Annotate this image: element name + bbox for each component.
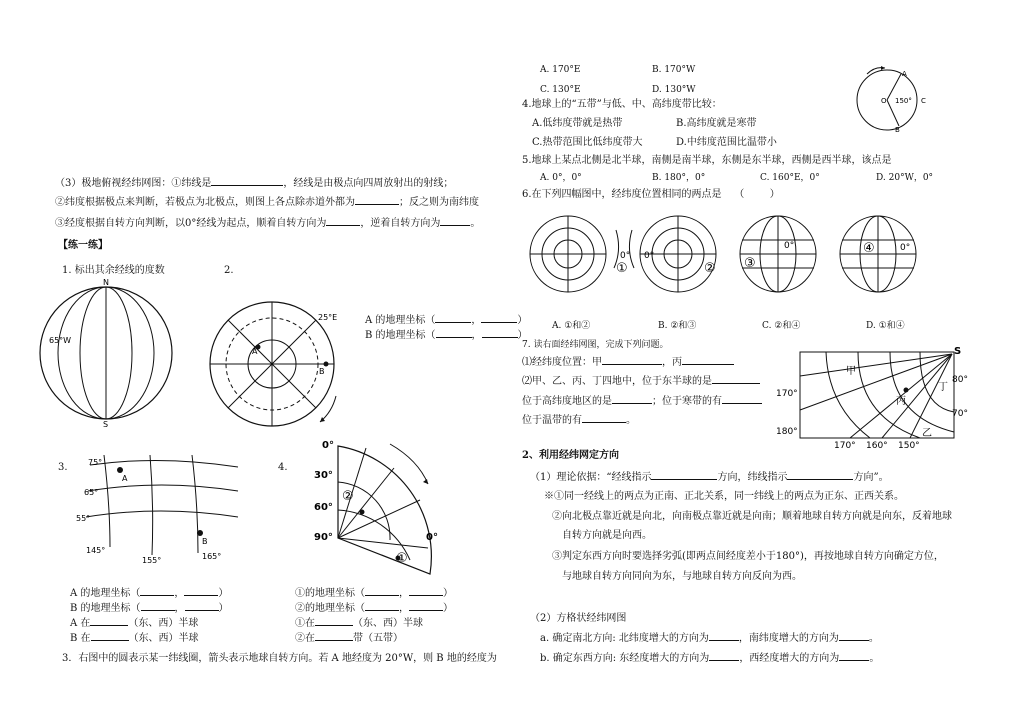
polar-line-3: ③经度根据自转方向判断，以0°经线为起点，顺着自转方向为 ，逆着自转方向为 。 [55,218,481,229]
point-b-label: B [202,537,208,546]
lon-label: 25°E [318,313,338,322]
point-a-label: A [122,474,128,483]
deg30-label: 30° [314,470,333,481]
q3-opt-d: D. 130°W [652,85,696,95]
q7-line-4: 位于温带的有 。 [522,415,636,426]
p1-label: ① [396,551,408,566]
l80-label: 80° [952,375,968,385]
section-2-p1: （1）理论依据：“经线指示 方向，纬线指示 方向”。 [530,472,889,483]
s-label: S [954,346,962,357]
lat75-label: 75° [88,458,103,467]
q6-opt-d: D. ①和④ [866,321,905,331]
l170-label: 170° [776,389,798,399]
q6-fig3-p3: ③ [744,256,756,271]
point-a-label: A [252,347,258,356]
answer-left-3: A 在 （东、西）半球 [70,618,199,629]
q3-opt-a: A. 170°E [540,65,581,75]
south-label: S [103,420,109,429]
point-a-label: A [902,70,907,78]
q6-fig4-p4: ④ [863,241,875,256]
practice-title: 【练一练】 [58,240,108,251]
q4-opt-c: C.热带范围比低纬度带大 [532,137,643,148]
q1-label: 1. 标出其余经线的度数 [62,265,165,276]
bing-label: 丙 [896,396,906,407]
answer-right-2: ②的地理坐标（ ， ） [295,603,453,614]
answer-left-1: A 的地理坐标（ ， ） [70,588,229,599]
deg0-label: 0° [322,440,334,451]
lat65-label: 65° [84,488,99,497]
q2-label: 2. [224,265,234,276]
q5-opt-d: D. 20°W，0° [876,173,934,183]
lon-label: 65°W [49,336,72,345]
p2-label: ② [342,489,354,504]
q6-fig1-p1: ① [616,261,628,276]
q7-line-2: ⑵甲、乙、丙、丁四地中，位于东半球的是 [522,376,760,388]
q2-coord-b: B 的地理坐标（ ， ） [365,330,528,341]
q7-grid-figure [770,346,968,451]
polar-fan-figure [310,440,440,575]
section-2-a: a. 确定南北方向: 北纬度增大的方向为 ，南纬度增大的方向为 。 [540,633,879,644]
l180-label: 180° [776,427,798,437]
q4-label: 4. [278,462,288,473]
q6-fig2-p2: ② [704,261,716,276]
q3-question: 3．右图中的圆表示某一纬线圈，箭头表示地球自转方向。若 A 地经度为 20°W，则 B 地的经度为 [62,653,497,664]
q4-question: 4.地球上的“五带”与低、中、高纬度带比较： [522,99,722,110]
q6-opt-a: A. ①和② [552,321,591,331]
section-2-title: 2、利用经纬网定方向 [522,450,619,461]
b170-label: 170° [834,441,856,451]
q7-question: 7. 读右面经纬网图，完成下列问题。 [522,340,669,350]
polar-line-2: ②纬度根据极点来判断，若极点为北极点，则图上各点除赤道外都为 ；反之则为南纬度 [55,197,479,208]
q7-line-1: ⑴经纬度位置：甲 ，丙 [522,357,734,369]
section-2-n1: ※①同一经线上的两点为正南、正北关系，同一纬线上的两点为正东、正西关系。 [544,491,904,502]
section-2-b: b. 确定东西方向: 东经度增大的方向为 ，西经度增大的方向为 。 [540,653,880,664]
l70-label: 70° [952,409,968,419]
q6-opt-c: C. ②和④ [762,321,801,331]
point-b-label: B [895,126,900,134]
q6-fig2-zero: 0° [644,251,655,261]
polar-view-figure [208,300,348,440]
answer-right-3: ①在 （东、西）半球 [295,618,423,629]
q4-opt-d: D.中纬度范围比温带小 [676,137,777,148]
jia-label: 甲 [846,366,856,377]
deg60-label: 60° [314,502,333,513]
b160-label: 160° [866,441,888,451]
point-c-label: C [921,97,926,105]
polar-line-1: （3）极地俯视经纬网图：①纬线是 ，经线是由极点向四周放射出的射线； [55,178,454,189]
yi-label: 乙 [922,428,932,439]
q7-line-3: 位于高纬度地区的是 ；位于寒带的有 [522,396,762,408]
b150-label: 150° [898,441,920,451]
o-label: O [881,97,887,105]
lat55-label: 55° [76,514,91,523]
lon165-label: 165° [202,552,222,561]
q6-fig-2 [629,216,716,292]
section-2-n3b: 与地球自转方向同向为东，与地球自转方向反向为西。 [562,571,802,582]
q5-question: 5.地球上某点北侧是北半球，南侧是南半球，东侧是东半球，西侧是西半球，该点是 [522,155,892,166]
q5-opt-c: C. 160°E，0° [760,173,820,183]
q6-fig3-zero: 0° [784,241,795,251]
q6-opt-b: B. ②和③ [658,321,697,331]
q6-figures [528,210,928,300]
section-2-n2: ②向北极点靠近就是向北，向南极点靠近就是向南；顺着地球自转方向就是向东，反着地球 [552,511,952,522]
q6-question: 6.在下列四幅图中，经纬度位置相同的两点是 （ ） [522,189,780,200]
latitude-circle-figure [855,62,925,142]
q2-coord-a: A 的地理坐标（ ， ） [365,315,528,326]
answer-left-4: B 在 （东、西）半球 [70,633,199,644]
q6-fig4-zero: 0° [900,243,911,253]
globe-meridian-figure [36,278,176,429]
lon155-label: 155° [142,556,162,565]
ding-label: 丁 [938,382,948,393]
q4-opt-a: A.低纬度带就是热带 [532,118,623,129]
deg90-label: 90° [314,532,333,543]
q3-label: 3. [58,462,68,473]
section-2-n2b: 自转方向就是向西。 [562,530,652,541]
q3-opt-c: C. 130°E [540,85,581,95]
answer-left-2: B 的地理坐标（ ， ） [70,603,229,614]
section-2-n3: ③判定东西方向时要选择劣弧(即两点间经度差小于180°)，再按地球自转方向确定方位， [552,551,944,562]
curved-grid-figure [70,455,240,565]
north-label: N [103,278,109,287]
q3-opt-b: B. 170°W [652,65,696,75]
q4-opt-b: B.高纬度就是寒带 [676,118,757,129]
q6-fig-1 [530,216,630,292]
q6-fig1-zero: 0° [620,251,631,261]
q5-opt-a: A. 0°，0° [540,173,582,183]
q6-fig-3 [740,216,816,292]
lon145-label: 145° [86,546,106,555]
q6-fig-4 [840,216,916,292]
deg0-right-label: 0° [426,532,438,543]
point-b-label: B [319,367,325,376]
angle-label: 150° [895,97,912,105]
answer-right-4: ②在 带（五带） [295,633,403,644]
q5-opt-b: B. 180°，0° [652,173,706,183]
section-2-p2: （2）方格状经纬网图 [530,613,627,624]
answer-right-1: ①的地理坐标（ ， ） [295,588,453,599]
